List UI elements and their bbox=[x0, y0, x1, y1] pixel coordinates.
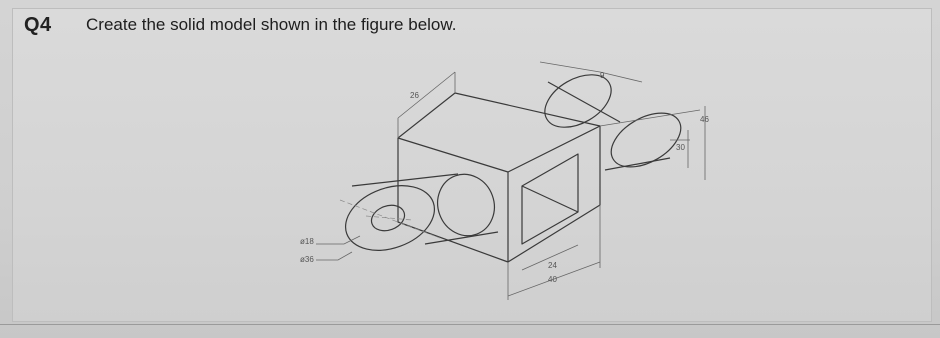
square-hole-diagonal bbox=[522, 186, 578, 212]
dim-leaders-dia bbox=[316, 236, 360, 260]
question-number: Q4 bbox=[24, 14, 52, 36]
front-boss-rear bbox=[429, 166, 503, 243]
question-prompt: Create the solid model shown in the figure below. bbox=[86, 15, 457, 34]
back-cylinder-end bbox=[536, 64, 620, 138]
dim-46: 46 bbox=[700, 115, 709, 124]
dim-26: 26 bbox=[410, 91, 419, 100]
block-top-edges bbox=[398, 126, 600, 172]
dim-30: 30 bbox=[676, 143, 685, 152]
dim-line-46 bbox=[600, 106, 705, 180]
dim-40: 40 bbox=[548, 275, 557, 284]
bottom-divider bbox=[0, 324, 940, 325]
dim-9: 9 bbox=[600, 71, 605, 80]
front-boss-sides bbox=[352, 174, 498, 244]
dim-dia-36: ø36 bbox=[300, 255, 314, 264]
back-cylinder-sides bbox=[548, 82, 670, 170]
dim-line-9 bbox=[540, 62, 642, 82]
dim-24: 24 bbox=[548, 261, 557, 270]
dim-dia-18: ø18 bbox=[300, 237, 314, 246]
dim-line-26 bbox=[398, 72, 455, 138]
